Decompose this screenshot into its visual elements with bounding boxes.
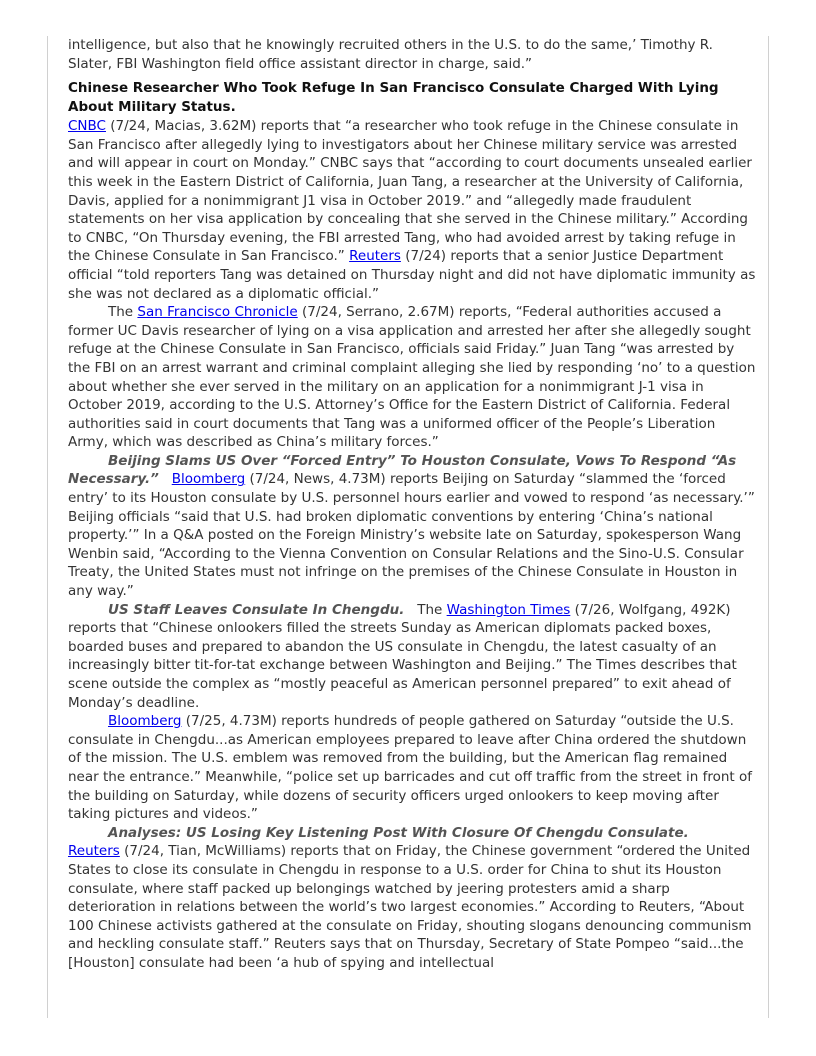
san-francisco-chronicle-link[interactable]: San Francisco Chronicle (137, 304, 298, 321)
right-margin-rule (768, 36, 769, 1018)
subheading-chengdu: US Staff Leaves Consulate In Chengdu. (108, 601, 405, 618)
washington-times-link[interactable]: Washington Times (446, 601, 571, 618)
paragraph-beijing: Beijing Slams US Over “Forced Entry” To Houston Consulate, Vows To Respond “As Necessary.” Bloomberg (7/24, News, 4.73M) reports Beijing on Saturday “slammed the ‘forced entry’ to its Houston consulate by U.S. personnel hours earlier and vowed to respond ‘as necessary.’” Beijing officials “said that U.S. had broken diplomatic conventions by entering ‘China’s national property.’” In a Q&A posted on the Foreign Ministry’s website late on Saturday, spokesperson Wang Wenbin said, “According to the Vienna Convention on Consular Relations and the Sino-U.S. Consular Treaty, the United States must not infringe on the premises of the Chinese Consulate in Houston in any way.” (68, 452, 755, 600)
continued-paragraph: intelligence, but also that he knowingly recruited others in the U.S. to do the same,’ Timothy R. Slater, FBI Washington field office assistant director in charge, said.” (68, 37, 713, 72)
article-heading: Chinese Researcher Who Took Refuge In San Francisco Consulate Charged With Lying About Military Status. (68, 80, 719, 116)
document-body (68, 36, 758, 973)
reuters-link-2[interactable]: Reuters (68, 843, 120, 860)
paragraph-bloomberg-chengdu: Bloomberg (7/25, 4.73M) reports hundreds of people gathered on Saturday “outside the U.S. consulate in Chengdu...as American employees prepared to leave after China ordered the shutdown of the mission. The U.S. emblem was removed from the building, but the American flag remained near the entrance.” Meanwhile, “police set up barricades and cut off traffic from the street in front of the building on Saturday, while dozens of security officers urged onlookers to keep moving after taking pictures and videos.” (68, 713, 752, 823)
paragraph-chronicle: The San Francisco Chronicle (7/24, Serrano, 2.67M) reports, “Federal authorities accused a former UC Davis researcher of lying on a visa application and arrested her after she allegedly sought refuge at the Chinese Consulate in San Francisco, officials said Friday.” Juan Tang “was arrested by the FBI on an arrest warrant and criminal complaint alleging she lied by responding ‘no’ to a question about whether she ever served in the military on an application for a nonimmigrant J-1 visa in October 2019, according to the U.S. Attorney’s Office for the Eastern District of California. Federal authorities said in court documents that Tang was a uniformed officer of the People’s Liberation Army, which was described as China’s military forces.” (68, 304, 756, 451)
cnbc-link[interactable]: CNBC (68, 118, 106, 135)
reuters-link[interactable]: Reuters (349, 248, 401, 265)
paragraph-reuters-chengdu: Reuters (7/24, Tian, McWilliams) reports that on Friday, the Chinese government “ordered the United States to close its consulate in Chengdu in response to a U.S. order for China to shut its Houston consulate, where staff packed up belongings watched by jeering protesters amid a sharp deterioration in relations between the world’s two largest economies.” According to Reuters, “About 100 Chinese activists gathered at the consulate on Friday, shouting slogans denouncing communism and heckling consulate staff.” Reuters says that on Thursday, Secretary of State Pompeo “said...the [Houston] consulate had been ‘a hub of spying and intellectual (68, 843, 752, 971)
bloomberg-link-2[interactable]: Bloomberg (108, 713, 182, 730)
left-margin-rule (47, 36, 48, 1018)
bloomberg-link[interactable]: Bloomberg (171, 471, 246, 488)
paragraph-cnbc: CNBC (7/24, Macias, 3.62M) reports that “a researcher who took refuge in the Chinese consulate in San Francisco after allegedly lying to investigators about her Chinese military service was arrested and will appear in court on Monday.” CNBC says that “according to court documents unsealed earlier this week in the Eastern District of California, Juan Tang, a researcher at the University of California, Davis, applied for a nonimmigrant J1 visa in October 2019.” and “allegedly made fraudulent statements on her visa application by concealing that she served in the Chinese military.” According to CNBC, “On Thursday evening, the FBI arrested Tang, who had avoided arrest by taking refuge in the Chinese Consulate in San Francisco.” Reuters (7/24) reports that a senior Justice Department official “told reporters Tang was detained on Thursday night and did not have diplomatic immunity as she was not declared as a diplomatic official.” (68, 118, 756, 302)
subheading-beijing: Beijing Slams US Over “Forced Entry” To Houston Consulate, Vows To Respond “As Necessary.” (68, 452, 737, 488)
subheading-analyses: Analyses: US Losing Key Listening Post With Closure Of Chengdu Consulate. (108, 824, 689, 841)
paragraph-chengdu-staff: US Staff Leaves Consulate In Chengdu. The Washington Times (7/26, Wolfgang, 492K) reports that “Chinese onlookers filled the streets Sunday as American diplomats packed boxes, boarded buses and prepared to abandon the US consulate in Chengdu, the latest casualty of an increasingly bitter tit-for-tat exchange between Washington and Beijing.” The Times describes that scene outside the complex as “mostly peaceful as American personnel prepared” to exit ahead of Monday’s deadline. (68, 601, 737, 711)
paragraph-analyses (68, 824, 758, 843)
